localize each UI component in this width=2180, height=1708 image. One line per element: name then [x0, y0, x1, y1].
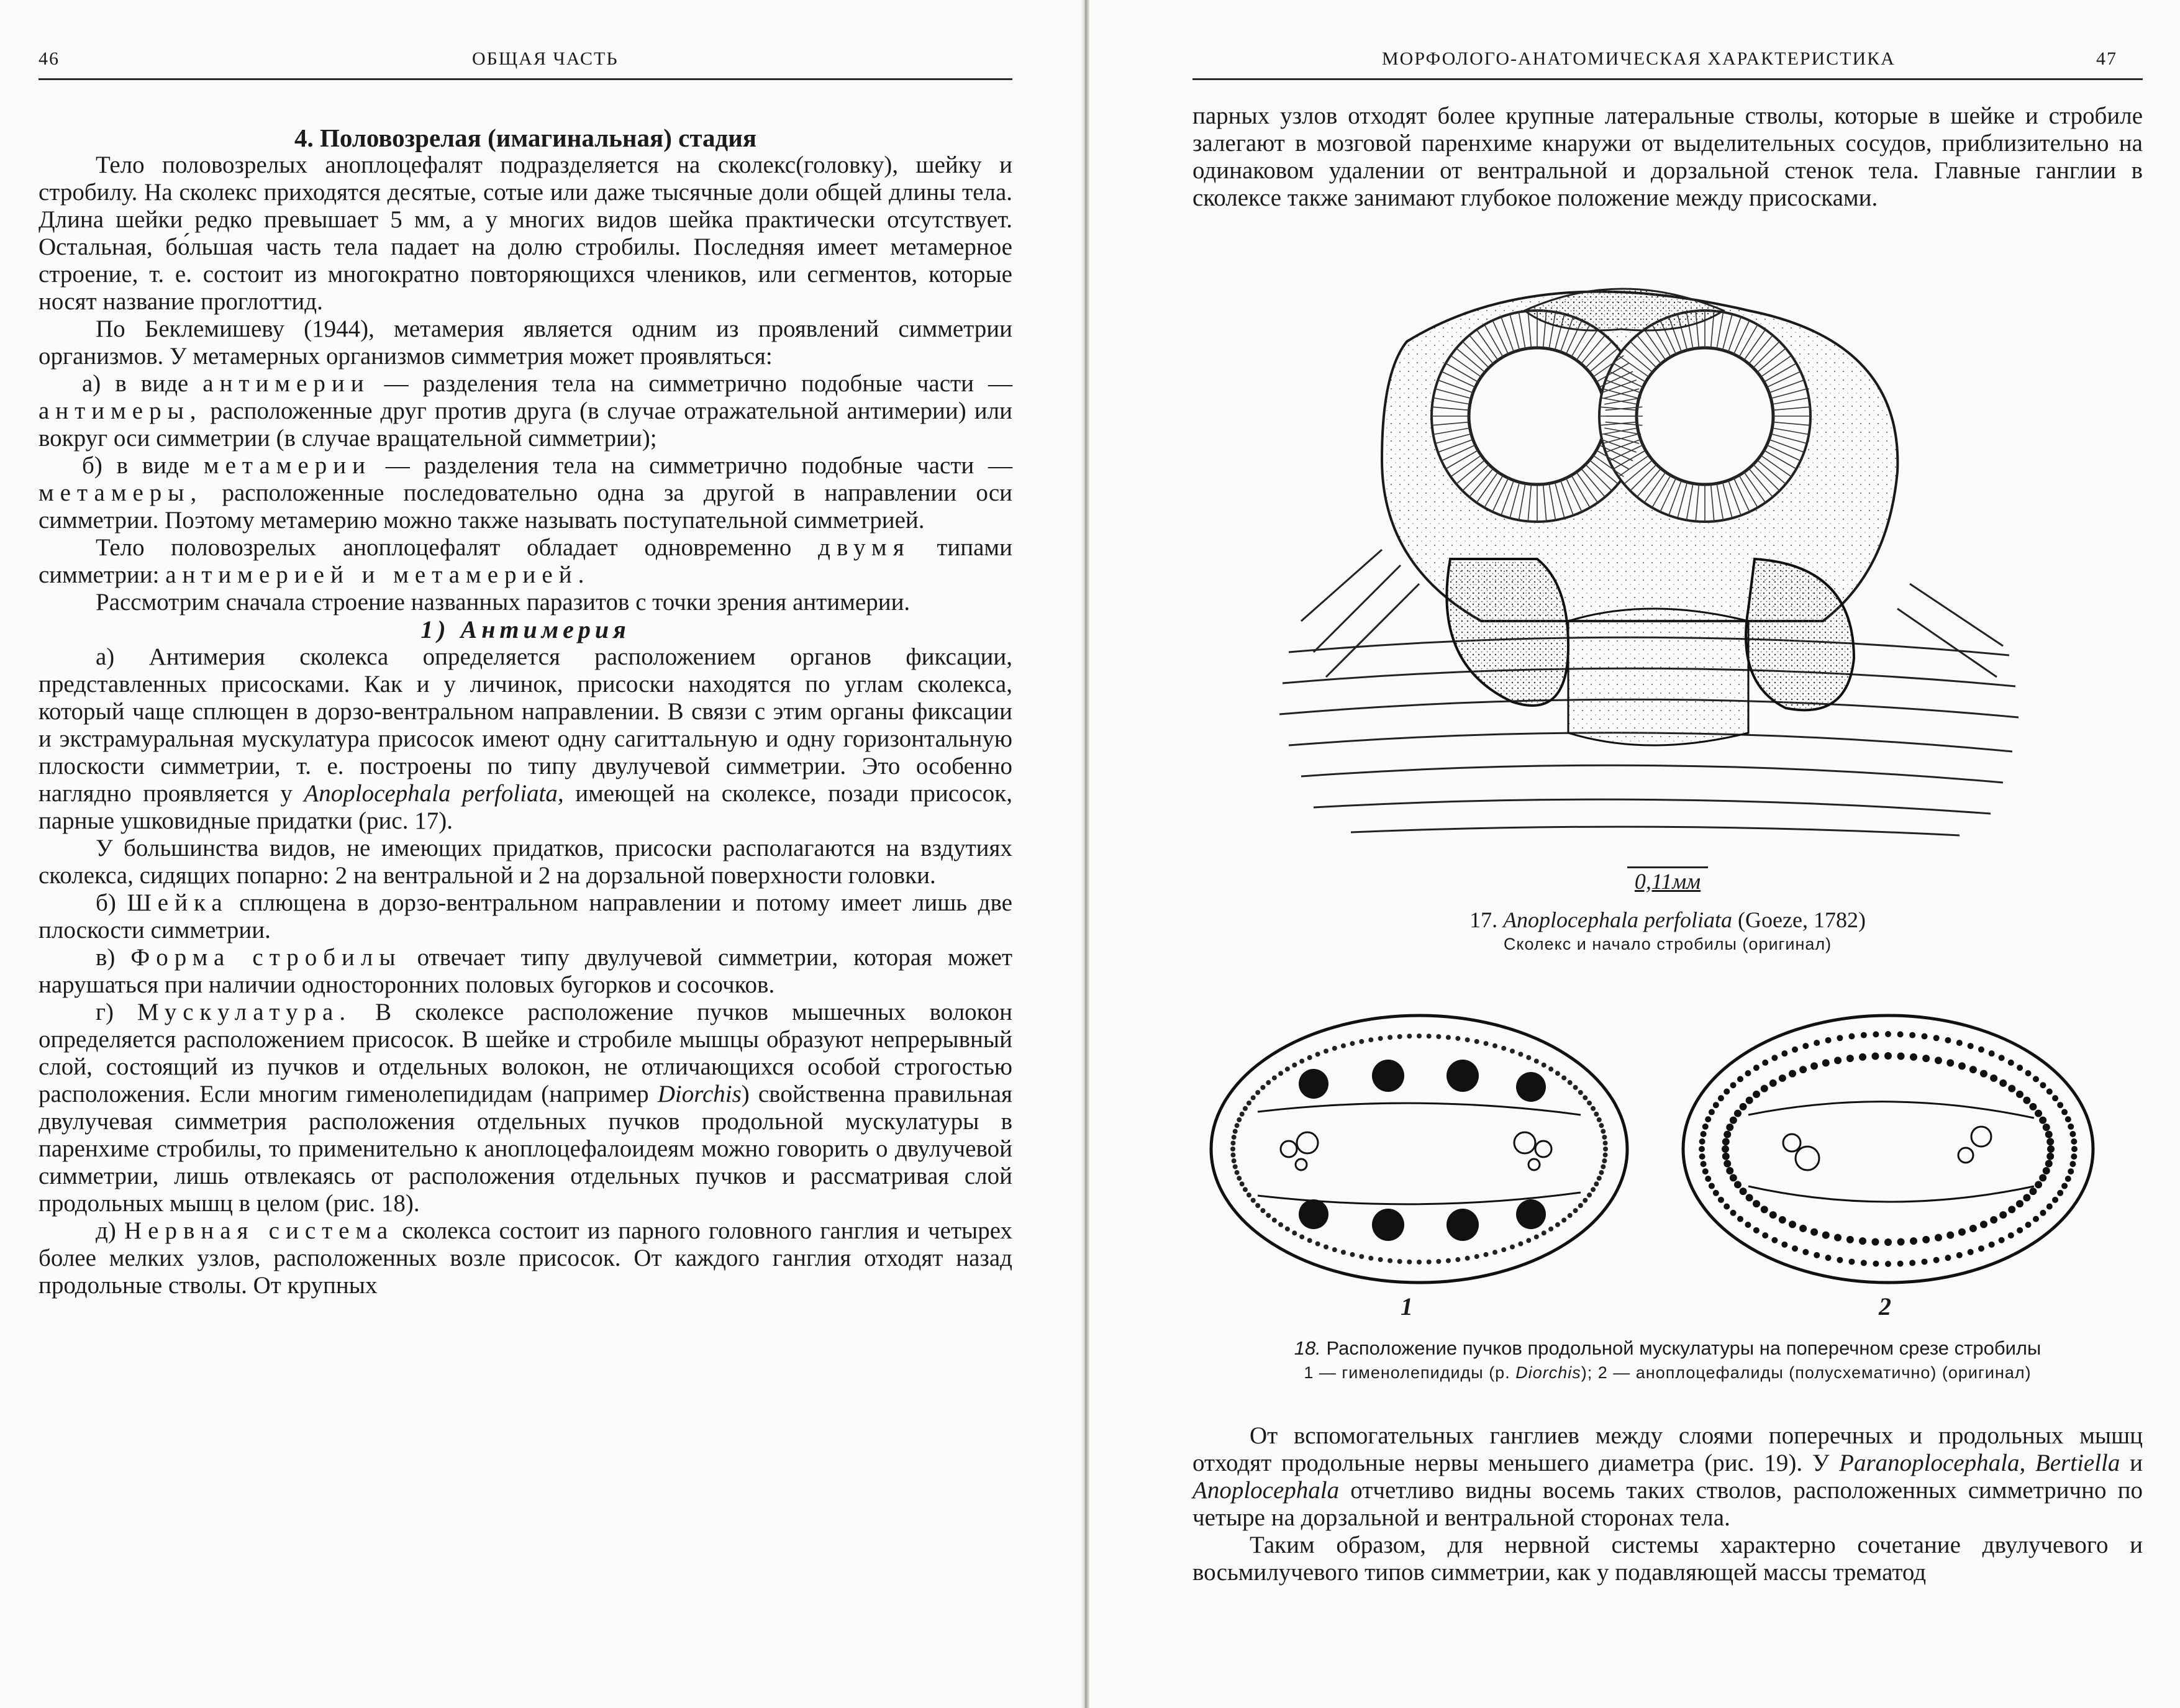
header-rule-right	[1192, 78, 2143, 80]
paragraph: в) Форма стробилы отвечает типу двулучевой симметрии, которая может нарушаться при наличии односторонних половых бугорков и сосочков.	[39, 944, 1012, 998]
right-bottom-text	[1192, 1422, 2143, 1586]
term: Нервная система	[124, 1217, 394, 1244]
scale-bar-label: 0,11мм	[1634, 869, 1701, 894]
term: Шейка	[127, 889, 229, 916]
header-rule-left	[39, 78, 1012, 80]
list-item-a: а) в виде антимерии — разделения тела на симметрично подобные части — антимеры, расположенные друг против друга (в случае отражательной антимерии) или вокруг оси симметрии (в случае вращательной симметрии);	[39, 370, 1012, 452]
term: метамеры,	[39, 479, 203, 506]
paragraph: Тело половозрелых аноплоцефалят обладает одновременно двумя типами симметрии: антимерией и метамерией.	[39, 534, 1012, 588]
figure-18-caption	[1192, 1335, 2143, 1384]
right-page	[1090, 0, 2180, 1708]
paragraph: а) Антимерия сколекса определяется расположением органов фиксации, представленных присосками. Как и у личинок, присоски находятся по углам сколекса, который чаще сплющен в дорзо-вентральном направлении. В связи с этим органы фиксации и экстрамуральная мускулатура присосок имеют одну сагиттальную и одну горизонтальную плоскости симметрии, т. е. построены по типу двулучевой симметрии. Это особенно наглядно проявляется у Anoplocephala perfoliata, имеющей на сколексе, позади присосок, парные ушковидные придатки (рис. 17).	[39, 643, 1012, 834]
paragraph: парных узлов отходят более крупные латеральные стволы, которые в шейке и стробиле залегают в мозговой паренхиме кнаружи от выделительных сосудов, приблизительно на одинаковом удалении от вентральной и дорзальной стенок тела. Главные ганглии в сколексе также занимают глубокое положение между присосками.	[1192, 102, 2143, 211]
term: метамерии	[203, 452, 371, 479]
section-title: 4. Половозрелая (имагинальная) стадия	[294, 124, 757, 152]
figure-17-caption-title: 17. Anoplocephala perfoliata (Goeze, 1782)	[1469, 907, 1866, 932]
right-top-text	[1192, 102, 2143, 212]
running-head-right: МОРФОЛОГО-АНАТОМИЧЕСКАЯ ХАРАКТЕРИСТИКА	[1382, 48, 1896, 69]
term: двумя	[818, 534, 911, 561]
term: Форма стробилы	[130, 944, 402, 971]
genus-name: Diorchis	[1515, 1363, 1581, 1382]
page-number-right: 47	[2096, 48, 2117, 69]
figure-17-caption	[1192, 907, 2143, 955]
book-gutter	[1081, 0, 1089, 1708]
paragraph: У большинства видов, не имеющих придатков, присоски располагаются на вздутиях сколекса, сидящих попарно: 2 на вентральной и 2 на дорзальной поверхности головки.	[39, 835, 1012, 889]
paragraph: По Беклемишеву (1944), метамерия является одним из проявлений симметрии организмов. У метамерных организмов симметрия может проявляться:	[39, 316, 1012, 370]
genus-names: Paranoplocephala, Bertiella	[1839, 1450, 2120, 1476]
left-body	[39, 124, 1012, 1299]
term: Мускулатура.	[137, 999, 352, 1025]
paragraph: Тело половозрелых аноплоцефалят подразделяется на сколекс(головку), шейку и стробилу. На сколекс приходятся десятые, сотые или даже тысячные доли общей длины тела. Длина шейки редко превышает 5 мм, а у многих видов шейка практически отсутствует. Остальная, бо́льшая часть тела падает на долю стробилы. Последняя имеет метамерное строение, т. е. состоит из многократно повторяющихся члеников, или сегментов, которые носят название проглоттид.	[39, 152, 1012, 315]
paragraph: г) Мускулатура. В сколексе расположение пучков мышечных волокон определяется расположением присосок. В шейке и стробиле мышцы образуют непрерывный слой, состоящий из пучков и отдельных волокон, не отличающихся особой строгостью расположения. Если многим гименолепидидам (например Diorchis) свойственна правильная двулучевая симметрия расположения отдельных пучков продольной мускулатуры в паренхиме стробилы, то применительно к аноплоцефалоидеям можно говорить о двулучевой симметрии, лишь отвлекаясь от расположения отдельных пучков и рассматривая слой продольных мышц в целом (рис. 18).	[39, 999, 1012, 1217]
species-name: Anoplocephala perfoliata	[1503, 907, 1733, 932]
cross-section-2	[1683, 1015, 2093, 1283]
paragraph: Рассмотрим сначала строение названных паразитов с точки зрения антимерии.	[96, 589, 911, 616]
paragraph: От вспомогательных ганглиев между слоями поперечных и продольных мышц отходят продольные нервы меньшего диаметра (рис. 19). У Paranoplocephala, Bertiella и Anoplocephala отчетливо видны восемь таких стволов, расположенных симметрично по четыре на дорзальной и вентральной сторонах тела.	[1192, 1422, 2143, 1531]
term: антимерией и метамерией.	[165, 561, 591, 588]
figure-18-caption-title: 18. Расположение пучков продольной мускулатуры на поперечном срезе стробилы	[1294, 1337, 2041, 1359]
figure-17-scolex	[1276, 273, 2022, 857]
species-name: Anoplocephala perfoliata,	[304, 780, 564, 807]
subsection-title: 1) Антимерия	[420, 616, 630, 643]
term: антимерии	[202, 370, 370, 397]
paragraph: д) Нервная система сколекса состоит из парного головного ганглия и четырех более мелких узлов, расположенных возле присосок. От каждого ганглия отходят назад продольные стволы. От крупных	[39, 1217, 1012, 1299]
term: антимеры,	[39, 397, 202, 424]
genus-name: Diorchis	[657, 1081, 742, 1107]
cross-section-1	[1211, 1015, 1627, 1283]
figure-17-scale-bar	[1192, 866, 2143, 894]
figure-18-caption-sub: 1 — гименолепидиды (р. Diorchis); 2 — аноплоцефалиды (полусхематично) (оригинал)	[1304, 1363, 2032, 1382]
figure-18-label-1: 1	[1401, 1292, 1413, 1320]
list-item-b: б) в виде метамерии — разделения тела на симметрично подобные части — метамеры, расположенные последовательно одна за другой в направлении оси симметрии. Поэтому метамерию можно также называть поступательной симметрией.	[39, 452, 1012, 534]
page-number-left: 46	[39, 48, 60, 69]
paragraph: Таким образом, для нервной системы характерно сочетание двулучевого и восьмилучевого типов симметрии, как у подавляющей массы трематод	[1192, 1532, 2143, 1586]
figure-18-label-2: 2	[1879, 1292, 1891, 1320]
paragraph: б) Шейка сплющена в дорзо-вентральном направлении и потому имеет лишь две плоскости симметрии.	[39, 889, 1012, 943]
figure-17-caption-sub: Сколекс и начало стробилы (оригинал)	[1503, 935, 1832, 953]
figure-18-cross-sections	[1208, 1006, 2109, 1329]
genus-name: Anoplocephala	[1192, 1477, 1340, 1504]
running-head-left: ОБЩАЯ ЧАСТЬ	[472, 48, 619, 69]
